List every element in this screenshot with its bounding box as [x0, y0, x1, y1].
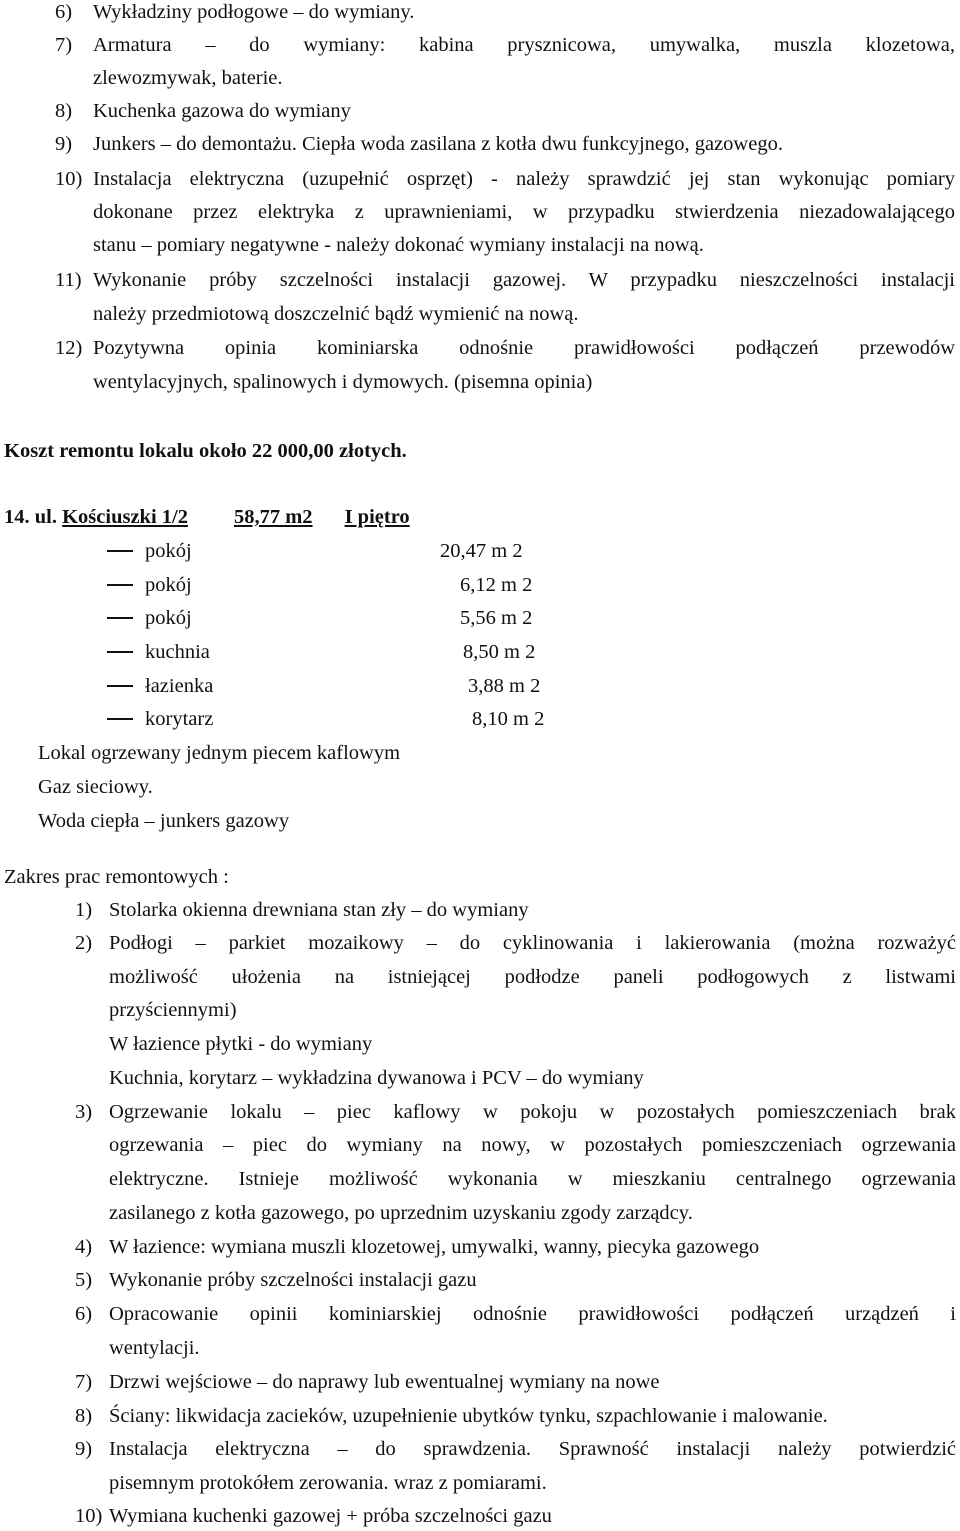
room-name: pokój [145, 574, 192, 596]
list-item-text: Instalacja elektryczna (uzupełnić osprzęt) - należy sprawdzić jej stan wykonując pomiary [93, 168, 955, 190]
list-number: 8) [55, 100, 73, 122]
list-item-text: dokonane przez elektryka z uprawnieniami, w przypadku stwierdzenia niezadowalającego [93, 201, 955, 223]
dash-bullet [107, 617, 133, 619]
list-item-text: Kuchenka gazowa do wymiany [93, 100, 351, 122]
room-name: łazienka [145, 675, 214, 697]
list-item-text: ogrzewania – piec do wymiany na nowy, w pozostałych pomieszczeniach ogrzewania [109, 1134, 956, 1156]
unit-address-underlined [62, 506, 410, 528]
list-item-text: możliwość ułożenia na istniejącej podłodze paneli podłogowych z listwami [109, 966, 956, 988]
list-item-text: Instalacja elektryczna – do sprawdzenia. Sprawność instalacji należy potwierdzić [109, 1438, 956, 1460]
room-name: pokój [145, 607, 192, 629]
list-item-text: Podłogi – parkiet mozaikowy – do cyklinowania i lakierowania (można rozważyć [109, 932, 956, 954]
room-name: korytarz [145, 708, 214, 730]
room-name: kuchnia [145, 641, 210, 663]
list-item-text: Wykonanie próby szczelności instalacji gazu [109, 1269, 477, 1291]
dash-bullet [107, 584, 133, 586]
list-item-text: elektryczne. Istnieje możliwość wykonania w mieszkaniu centralnego ogrzewania [109, 1168, 956, 1190]
list-item-text: Ogrzewanie lokalu – piec kaflowy w pokoju w pozostałych pomieszczeniach brak [109, 1101, 956, 1123]
list-number: 6) [75, 1303, 93, 1325]
list-item-text: Wykładziny podłogowe – do wymiany. [93, 1, 415, 23]
list-item-text: wentylacyjnych, spalinowych i dymowych. (pisemna opinia) [93, 371, 593, 393]
cost-summary: Koszt remontu lokalu około 22 000,00 złotych. [4, 440, 407, 462]
water-note: Woda ciepła – junkers gazowy [38, 810, 290, 832]
unit-heading [4, 505, 410, 529]
list-item-text: należy przedmiotową doszczelnić bądź wymienić na nową. [93, 303, 579, 325]
list-number: 11) [55, 269, 82, 291]
room-area: 20,47 m 2 [440, 540, 523, 562]
list-number: 10) [55, 168, 83, 190]
list-number: 7) [55, 34, 73, 56]
list-number: 6) [55, 1, 73, 23]
dash-bullet [107, 550, 133, 552]
room-name: pokój [145, 540, 192, 562]
unit-floor: I piętro [344, 506, 410, 528]
dash-bullet [107, 651, 133, 653]
gas-note: Gaz sieciowy. [38, 776, 153, 798]
list-item-text: Ściany: likwidacja zacieków, uzupełnienie ubytków tynku, szpachlowanie i malowanie. [109, 1405, 828, 1427]
room-area: 8,50 m 2 [463, 641, 536, 663]
list-item-text: Armatura – do wymiany: kabina prysznicowa, umywalka, muszla klozetowa, [93, 34, 955, 56]
list-item-text: pisemnym protokółem zerowania. wraz z pomiarami. [109, 1472, 547, 1494]
works-heading: Zakres prac remontowych : [4, 866, 229, 888]
list-item-text: Wykonanie próby szczelności instalacji gazowej. W przypadku nieszczelności instalacji [93, 269, 955, 291]
list-number: 10) [75, 1505, 103, 1527]
unit-number: 14. ul. [4, 506, 57, 528]
room-area: 8,10 m 2 [472, 708, 545, 730]
heating-note: Lokal ogrzewany jednym piecem kaflowym [38, 742, 401, 764]
list-number: 7) [75, 1371, 93, 1393]
list-item-text: Kuchnia, korytarz – wykładzina dywanowa i PCV – do wymiany [109, 1067, 644, 1089]
list-item-text: Drzwi wejściowe – do naprawy lub ewentualnej wymiany na nowe [109, 1371, 660, 1393]
list-item-text: Opracowanie opinii kominiarskiej odnośnie prawidłowości podłączeń urządzeń i [109, 1303, 956, 1325]
unit-street: Kościuszki 1/2 [62, 506, 188, 528]
list-item-text: Wymiana kuchenki gazowej + próba szczelności gazu [109, 1505, 552, 1527]
list-item-text: zasilanego z kotła gazowego, po uprzednim uzyskaniu zgody zarządcy. [109, 1202, 693, 1224]
list-number: 8) [75, 1405, 93, 1427]
room-area: 5,56 m 2 [460, 607, 533, 629]
list-number: 12) [55, 337, 83, 359]
unit-area: 58,77 m2 [233, 506, 313, 528]
list-number: 9) [75, 1438, 93, 1460]
list-item-text: stanu – pomiary negatywne - należy dokonać wymiany instalacji na nową. [93, 234, 704, 256]
list-item-text: W łazience płytki - do wymiany [109, 1033, 373, 1055]
list-number: 1) [75, 899, 93, 921]
room-area: 3,88 m 2 [468, 675, 541, 697]
room-area: 6,12 m 2 [460, 574, 533, 596]
dash-bullet [107, 685, 133, 687]
list-number: 4) [75, 1236, 93, 1258]
list-number: 3) [75, 1101, 93, 1123]
list-item-text: Pozytywna opinia kominiarska odnośnie prawidłowości podłączeń przewodów [93, 337, 955, 359]
list-item-text: wentylacji. [109, 1337, 200, 1359]
list-item-text: Stolarka okienna drewniana stan zły – do wymiany [109, 899, 529, 921]
list-item-text: Junkers – do demontażu. Ciepła woda zasilana z kotła dwu funkcyjnego, gazowego. [93, 133, 783, 155]
list-item-text: przyściennymi) [109, 999, 237, 1021]
list-number: 2) [75, 932, 93, 954]
list-item-text: zlewozmywak, baterie. [93, 67, 283, 89]
dash-bullet [107, 718, 133, 720]
list-number: 5) [75, 1269, 93, 1291]
list-number: 9) [55, 133, 73, 155]
list-item-text: W łazience: wymiana muszli klozetowej, umywalki, wanny, piecyka gazowego [109, 1236, 760, 1258]
